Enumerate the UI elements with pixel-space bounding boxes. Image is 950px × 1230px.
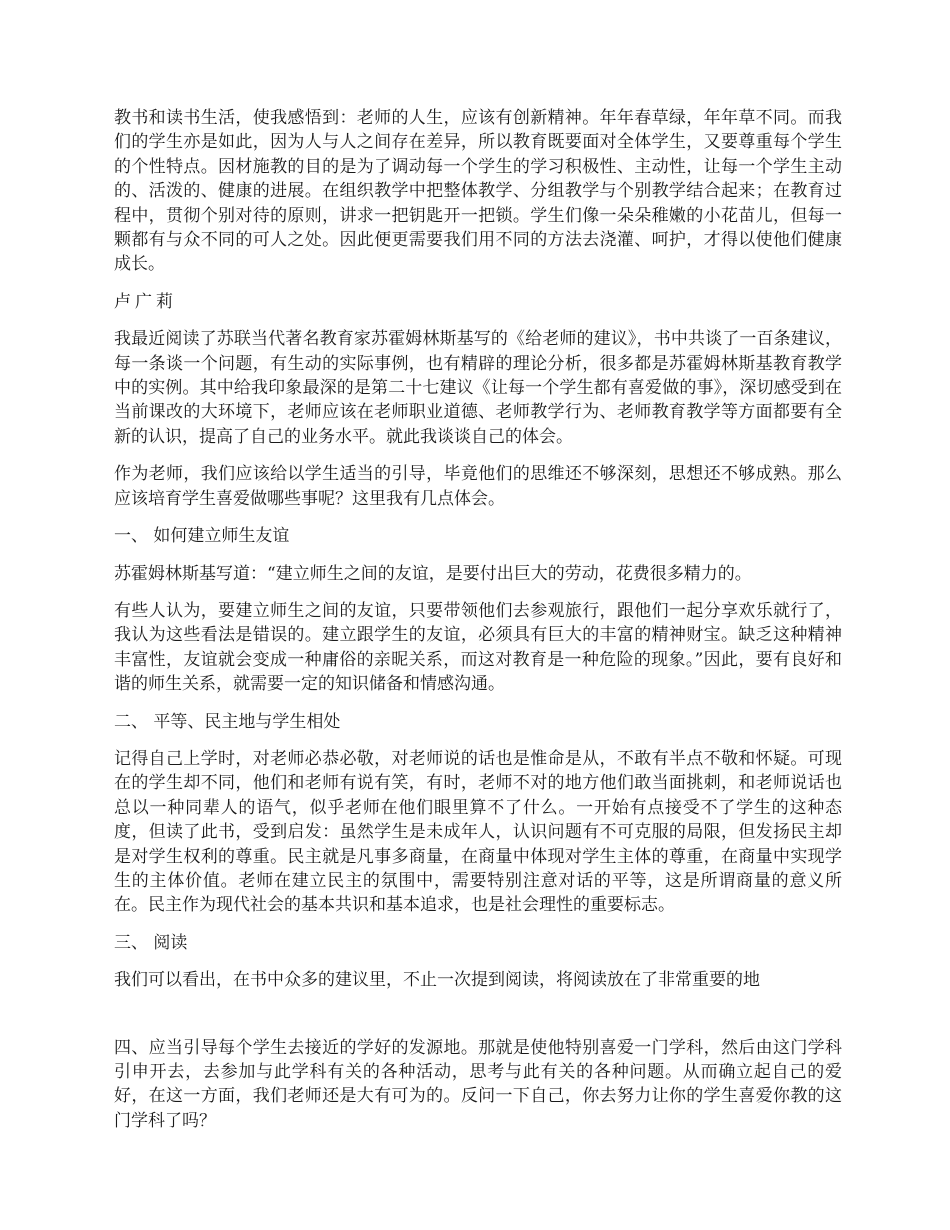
author-name: 卢广莉 xyxy=(114,291,177,312)
paragraph-book-intro: 我最近阅读了苏联当代著名教育家苏霍姆林斯基写的《给老师的建议》，书中共谈了一百条建议，每一条谈一个问题，有生动的实际事例，也有精辟的理论分析，很多都是苏霍姆林斯基教育教学中的实例。其中给我印象最深的是第二十七建议《让每一个学生都有喜爱做的事》，深切感受到在当前课改的大环境下，老师应该在老师职业道德、老师教学行为、老师教育教学等方面都要有全新的认识，提高了自己的业务水平。就此我谈谈自己的体会。 xyxy=(114,329,842,447)
document-page xyxy=(114,106,842,1146)
page-gap xyxy=(114,1006,842,1036)
paragraph-reading: 我们可以看出，在书中众多的建议里，不止一次提到阅读，将阅读放在了非常重要的地 xyxy=(114,970,760,991)
section-heading-2: 二、 平等、民主地与学生相处 xyxy=(114,711,341,732)
paragraph-quote-cont: 有些人认为，要建立师生之间的友谊，只要带领他们去参观旅行，跟他们一起分享欢乐就行了，我认为这些看法是错误的。建立跟学生的友谊，必须具有巨大的丰富的精神财宝。缺乏这种精神丰富性，友谊就会变成一种庸俗的亲昵关系，而这对教育是一种危险的现象。”因此，要有良好和谐的师生关系，就需要一定的知识储备和情感沟通。 xyxy=(114,600,842,695)
paragraph-section-4: 四、应当引导每个学生去接近的学好的发源地。那就是使他特别喜爱一门学科，然后由这门学科引申开去，去参加与此学科有关的各种活动，思考与此有关的各种问题。从而确立起自己的爱好，在这一方面，我们老师还是大有可为的。反问一下自己，你去努力让你的学生喜爱你教的这门学科了吗？ xyxy=(114,1037,842,1131)
paragraph-quote-start: 苏霍姆林斯基写道：“建立师生之间的友谊，是要付出巨大的劳动，花费很多精力的。 xyxy=(114,563,752,584)
paragraph-teacher-role: 作为老师，我们应该给以学生适当的引导，毕竟他们的思维还不够深刻，思想还不够成熟。那么应该培育学生喜爱做哪些事呢？这里我有几点体会。 xyxy=(114,464,842,509)
section-heading-1: 一、 如何建立师生友谊 xyxy=(114,526,290,547)
paragraph-intro: 教书和读书生活，使我感悟到：老师的人生，应该有创新精神。年年春草绿，年年草不同。而我们的学生亦是如此，因为人与人之间存在差异，所以教育既要面对全体学生，又要尊重每个学生的个性特点。因材施教的目的是为了调动每一个学生的学习积极性、主动性，让每一个学生主动的、活泼的、健康的进展。在组织教学中把整体教学、分组教学与个别教学结合起来；在教育过程中，贯彻个别对待的原则，讲求一把钥匙开一把锁。学生们像一朵朵稚嫩的小花苗儿，但每一颗都有与众不同的可人之处。因此便更需要我们用不同的方法去浇灌、呵护，才得以使他们健康成长。 xyxy=(114,108,842,275)
paragraph-democracy: 记得自己上学时，对老师必恭必敬，对老师说的话也是惟命是从，不敢有半点不敬和怀疑。可现在的学生却不同，他们和老师有说有笑，有时，老师不对的地方他们敢当面挑刺，和老师说话也总以一种同辈人的语气，似乎老师在他们眼里算不了什么。一开始有点接受不了学生的这种态度，但读了此书，受到启发：虽然学生是未成年人，认识问题有不可克服的局限，但发扬民主却是对学生权利的尊重。民主就是凡事多商量，在商量中体现对学生主体的尊重，在商量中实现学生的主体价值。老师在建立民主的氛围中，需要特别注意对话的平等，这是所谓商量的意义所在。民主作为现代社会的基本共识和基本追求，也是社会理性的重要标志。 xyxy=(114,748,842,916)
section-heading-3: 三、 阅读 xyxy=(114,932,188,953)
